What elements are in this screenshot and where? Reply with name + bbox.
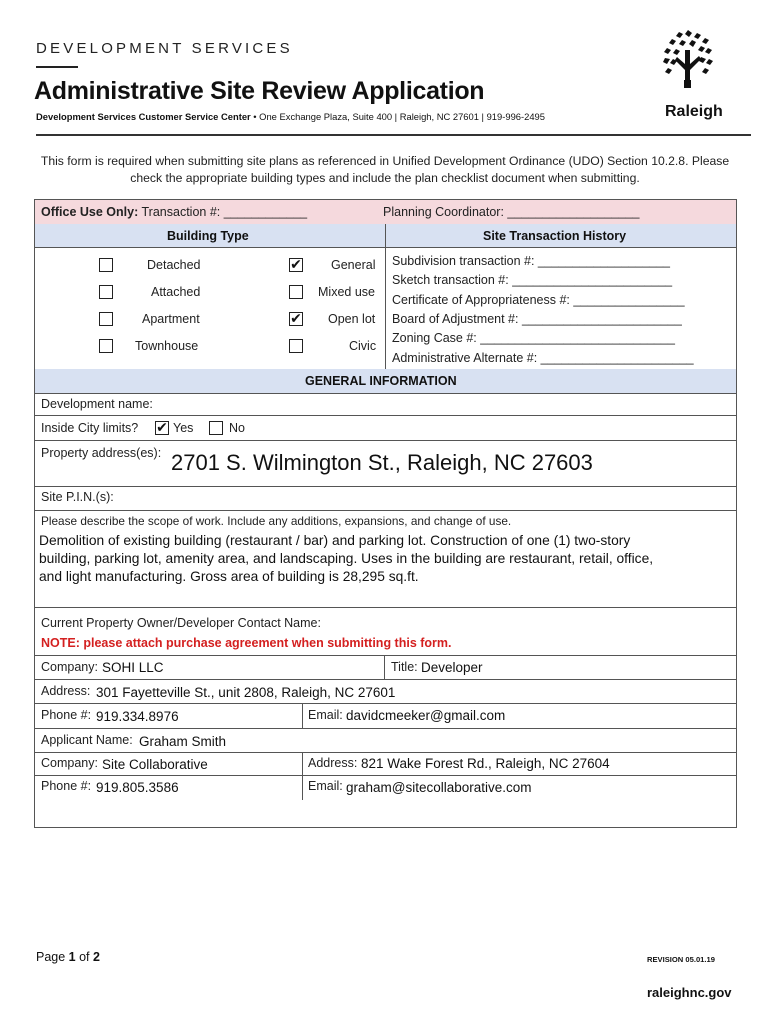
administrative-alternate-field[interactable]: Administrative Alternate #: ______________________ xyxy=(392,351,694,365)
applicant-address-value[interactable]: 821 Wake Forest Rd., Raleigh, NC 27604 xyxy=(361,756,610,771)
scope-line[interactable]: and light manufacturing. Gross area of building is 28,295 sq.ft. xyxy=(39,569,419,584)
owner-company-row xyxy=(35,655,736,680)
office-use-label: Office Use Only: Transaction #: ____________ xyxy=(41,205,308,219)
inside-city-label: Inside City limits? xyxy=(41,421,139,435)
applicant-name-row xyxy=(35,728,736,753)
no-label: No xyxy=(229,421,245,435)
property-address-label: Property address(es): xyxy=(41,446,162,460)
department-rule xyxy=(36,66,78,68)
property-address-row[interactable] xyxy=(35,440,736,487)
board-of-adjustment-field[interactable]: Board of Adjustment #: _______________________ xyxy=(392,312,682,326)
site-pin-label: Site P.I.N.(s): xyxy=(41,490,114,504)
website-link[interactable]: raleighnc.gov xyxy=(647,985,732,1000)
inside-city-yes-checkbox[interactable]: ✔ xyxy=(156,419,168,435)
general-information-header-row xyxy=(35,369,736,394)
scope-of-work-label: Please describe the scope of work. Include any additions, expansions, and change of use. xyxy=(41,514,512,528)
attached-label: Attached xyxy=(151,285,201,299)
contact-line xyxy=(36,111,545,122)
cell-divider xyxy=(302,703,303,728)
planning-coordinator-label: Planning Coordinator: ___________________ xyxy=(383,205,640,219)
zoning-case-field[interactable]: Zoning Case #: ____________________________ xyxy=(392,331,675,345)
transaction-history-header: Site Transaction History xyxy=(483,229,627,243)
yes-label: Yes xyxy=(173,421,194,435)
owner-title-value[interactable]: Developer xyxy=(421,660,483,675)
header-divider xyxy=(36,134,751,136)
intro-text: This form is required when submitting site plans as referenced in Unified Development Ordinance (UDO) Section 10.2.8. Please check the appropriate building types and include the plan checklist document when submitting. xyxy=(40,154,730,185)
open-lot-checkbox[interactable]: ✔ xyxy=(290,310,302,326)
scope-line[interactable]: Demolition of existing building (restaurant / bar) and parking lot. Construction of one (1) two-story xyxy=(39,533,631,548)
service-center-address: • One Exchange Plaza, Suite 400 | Raleigh, NC 27601 | 919-996-2495 xyxy=(250,111,545,122)
applicant-name-value[interactable]: Graham Smith xyxy=(139,734,227,749)
owner-address-value[interactable]: 301 Fayetteville St., unit 2808, Raleigh, NC 27601 xyxy=(96,685,396,700)
revision-label: REVISION 05.01.19 xyxy=(647,955,715,964)
sketch-transaction-field[interactable]: Sketch transaction #: _______________________ xyxy=(392,273,673,287)
page-number: Page 1 of 2 xyxy=(36,950,100,964)
civic-label: Civic xyxy=(349,339,377,353)
mixed-use-label: Mixed use xyxy=(318,285,375,299)
service-center-name: Development Services Customer Service Center xyxy=(36,111,251,122)
application-form xyxy=(34,199,737,828)
owner-title-label: Title: xyxy=(391,660,418,674)
inside-city-row xyxy=(35,415,736,441)
department-name: DEVELOPMENT SERVICES xyxy=(36,40,293,57)
inside-city-no-checkbox[interactable] xyxy=(209,421,223,435)
site-pin-row[interactable] xyxy=(35,486,736,511)
applicant-company-row xyxy=(35,752,736,776)
owner-address-label: Address: xyxy=(41,684,91,698)
general-checkbox[interactable]: ✔ xyxy=(290,256,302,272)
owner-contact-label: Current Property Owner/Developer Contact Name: xyxy=(41,616,321,630)
owner-email-label: Email: xyxy=(308,708,343,722)
owner-email-value[interactable]: davidcmeeker@gmail.com xyxy=(346,708,506,723)
scope-of-work-row[interactable] xyxy=(35,510,736,608)
owner-company-value[interactable]: SOHI LLC xyxy=(102,660,164,675)
detached-label: Detached xyxy=(147,258,201,272)
general-information-header: GENERAL INFORMATION xyxy=(305,374,457,388)
building-type-section xyxy=(35,200,736,370)
townhouse-label: Townhouse xyxy=(135,339,199,353)
applicant-email-value[interactable]: graham@sitecollaborative.com xyxy=(346,780,532,795)
owner-phone-label: Phone #: xyxy=(41,708,92,722)
logo-wordmark: Raleigh xyxy=(665,103,723,120)
applicant-company-label: Company: xyxy=(41,756,98,770)
applicant-company-value[interactable]: Site Collaborative xyxy=(102,757,208,772)
owner-phone-value[interactable]: 919.334.8976 xyxy=(96,709,179,724)
raleigh-oak-tree-icon xyxy=(655,30,721,96)
owner-contact-row xyxy=(35,607,736,656)
applicant-email-label: Email: xyxy=(308,779,343,793)
applicant-phone-label: Phone #: xyxy=(41,779,92,793)
building-type-header: Building Type xyxy=(167,229,249,243)
applicant-phone-value[interactable]: 919.805.3586 xyxy=(96,780,179,795)
cell-divider xyxy=(384,655,385,679)
development-name-label: Development name: xyxy=(41,397,153,411)
development-name-row[interactable] xyxy=(35,393,736,416)
applicant-address-label: Address: xyxy=(308,756,358,770)
owner-phone-row xyxy=(35,703,736,729)
applicant-name-label: Applicant Name: xyxy=(41,733,133,747)
owner-address-row xyxy=(35,679,736,704)
applicant-phone-row xyxy=(35,775,736,801)
certificate-appropriateness-field[interactable]: Certificate of Appropriateness #: ________________ xyxy=(392,293,685,307)
general-label: General xyxy=(331,258,376,272)
subdivision-transaction-field[interactable]: Subdivision transaction #: ___________________ xyxy=(392,254,671,268)
purchase-agreement-note: NOTE: please attach purchase agreement when submitting this form. xyxy=(41,636,452,650)
page-title: Administrative Site Review Application xyxy=(34,77,485,105)
scope-line[interactable]: building, parking lot, amenity area, and landscaping. Uses in the building are restaurant, retail, office, xyxy=(39,551,654,566)
apartment-label: Apartment xyxy=(142,312,200,326)
open-lot-label: Open lot xyxy=(328,312,376,326)
property-address-value[interactable]: 2701 S. Wilmington St., Raleigh, NC 27603 xyxy=(171,450,593,475)
owner-company-label: Company: xyxy=(41,660,98,674)
